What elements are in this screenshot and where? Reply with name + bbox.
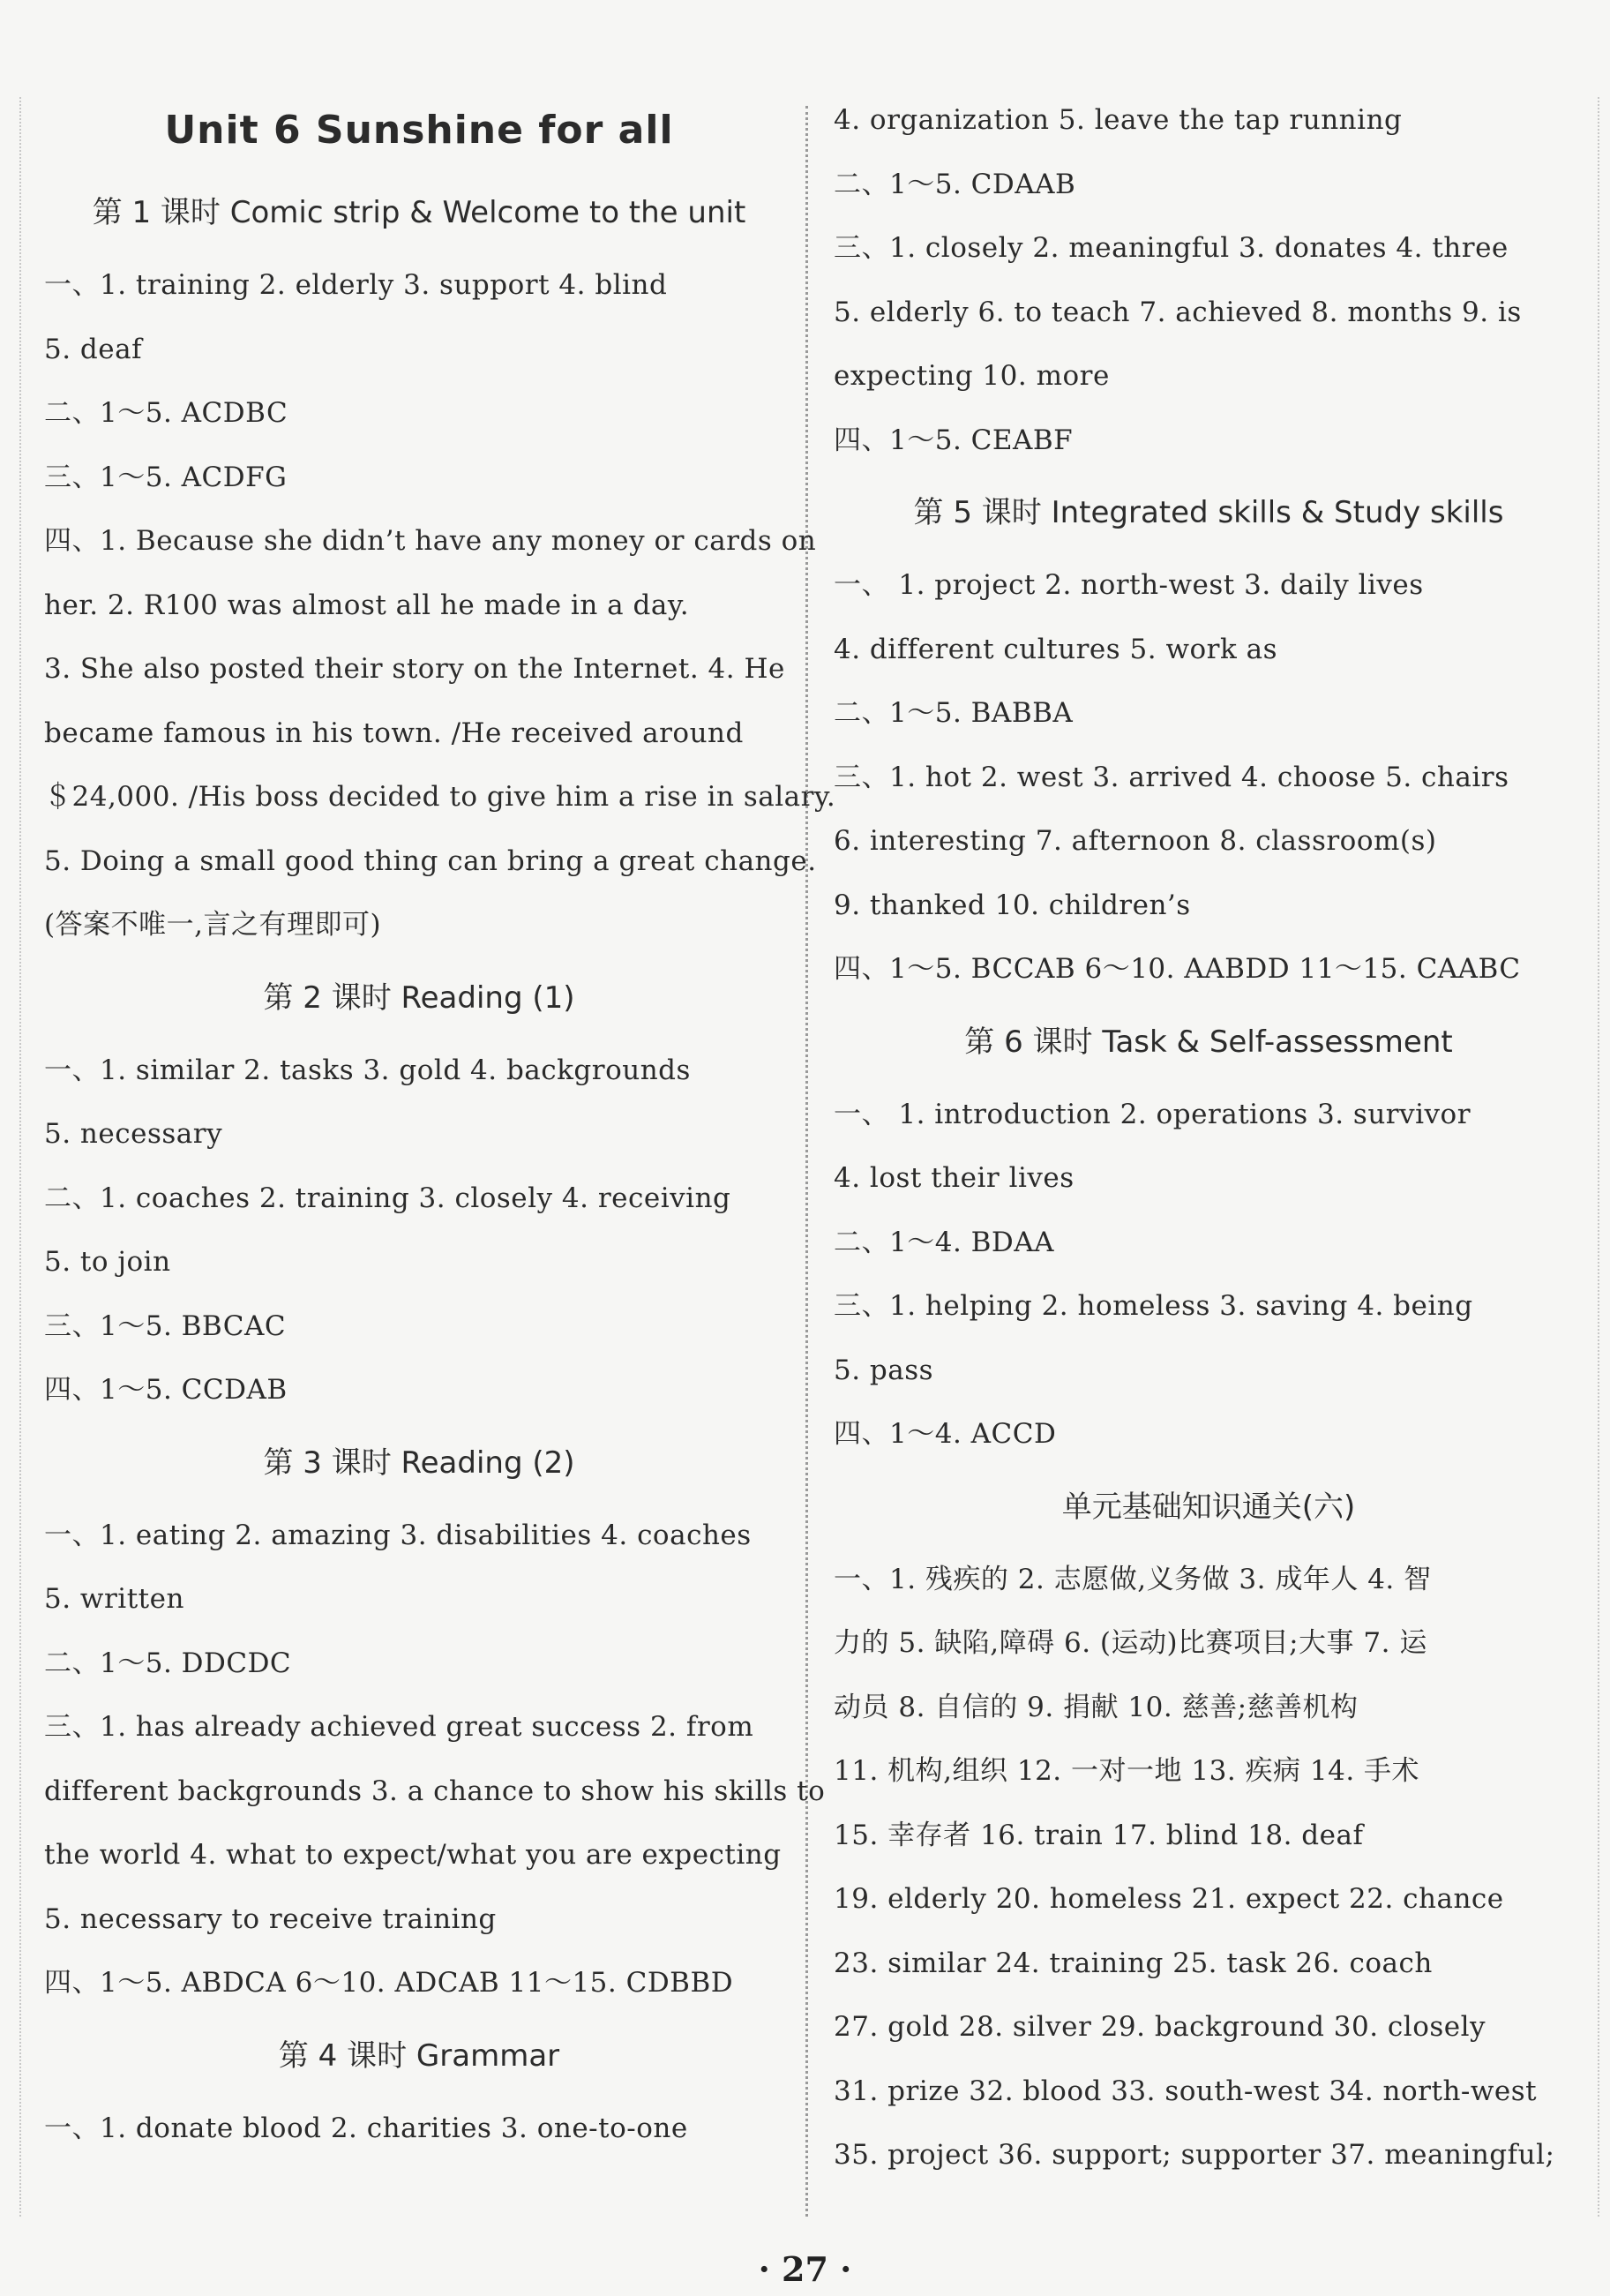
answer-line: expecting 10. more [834, 360, 1110, 392]
lesson-heading: 第 3 课时 Reading (2) [263, 1444, 575, 1481]
right-column-body [834, 88, 1584, 2187]
answer-line: ＄24,000. /His boss decided to give him a rise in salary. [44, 781, 836, 813]
lesson-heading: 第 2 课时 Reading (1) [263, 979, 575, 1016]
column-divider [805, 106, 808, 2217]
answer-line: 27. gold 28. silver 29. background 30. closely [834, 2011, 1486, 2043]
lesson-heading: 单元基础知识通关(六) [1061, 1489, 1356, 1525]
answer-line: 四、1～5. ABDCA 6～10. ADCAB 11～15. CDBBD [44, 1967, 734, 1999]
lesson-heading: 第 6 课时 Task & Self-assessment [964, 1024, 1453, 1060]
answer-line: different backgrounds 3. a chance to show his skills to [44, 1775, 826, 1807]
answer-line: 四、1. Because she didn’t have any money or cards on [44, 525, 817, 557]
left-column-body [44, 188, 836, 2160]
answer-line: 一、1. donate blood 2. charities 3. one-to-one [44, 2112, 688, 2144]
answer-line: 6. interesting 7. afternoon 8. classroom(s) [834, 825, 1437, 857]
unit-title: Unit 6 Sunshine for all [164, 108, 674, 153]
answer-line: 三、1. has already achieved great success 2. from [44, 1711, 754, 1743]
answer-line: 四、1～5. CEABF [834, 424, 1074, 456]
answer-line: 四、1～4. ACCD [834, 1418, 1057, 1450]
answer-line: 5. necessary [44, 1118, 223, 1150]
answer-line: 11. 机构,组织 12. 一对一地 13. 疾病 14. 手术 [834, 1755, 1420, 1787]
answer-line: her. 2. R100 was almost all he made in a day. [44, 589, 690, 621]
answer-line: 三、1～5. ACDFG [44, 461, 288, 493]
answer-line: 5. necessary to receive training [44, 1902, 497, 1935]
answer-line: 4. different cultures 5. work as [834, 633, 1277, 665]
answer-line: 动员 8. 自信的 9. 捐献 10. 慈善;慈善机构 [834, 1691, 1359, 1723]
answer-line: 二、1～4. BDAA [834, 1226, 1055, 1258]
answer-line: 23. similar 24. training 25. task 26. coach [834, 1947, 1433, 1979]
answer-line: 二、1～5. DDCDC [44, 1647, 292, 1679]
answer-line: 5. Doing a small good thing can bring a great change. [44, 844, 817, 877]
answer-line: 力的 5. 缺陷,障碍 6. (运动)比赛项目;大事 7. 运 [834, 1627, 1427, 1659]
answer-line: 35. project 36. support; supporter 37. meaningful; [834, 2139, 1555, 2171]
answer-line: 二、1～5. ACDBC [44, 397, 288, 429]
answer-line: 四、1～5. CCDAB [44, 1374, 288, 1406]
answer-line: 二、1～5. CDAAB [834, 168, 1076, 200]
answer-line: 15. 幸存者 16. train 17. blind 18. deaf [834, 1819, 1364, 1851]
answer-line: 5. deaf [44, 333, 143, 365]
answer-line: 一、1. training 2. elderly 3. support 4. blind [44, 269, 668, 301]
left-margin-rule [19, 97, 21, 2217]
answer-line: 31. prize 32. blood 33. south-west 34. north-west [834, 2075, 1538, 2107]
answer-line: 三、1. closely 2. meaningful 3. donates 4. three [834, 232, 1509, 264]
answer-line: 19. elderly 20. homeless 21. expect 22. chance [834, 1883, 1504, 1915]
page-number: · 27 · [758, 2249, 852, 2289]
answer-line: 4. organization 5. leave the tap running [834, 104, 1403, 136]
answer-line: 一、1. similar 2. tasks 3. gold 4. backgrounds [44, 1054, 691, 1086]
answer-line: 三、1. helping 2. homeless 3. saving 4. being [834, 1290, 1473, 1322]
answer-line: 一、 1. project 2. north-west 3. daily lives [834, 569, 1424, 601]
answer-line: 一、1. 残疾的 2. 志愿做,义务做 3. 成年人 4. 智 [834, 1563, 1432, 1595]
answer-line: 三、1. hot 2. west 3. arrived 4. choose 5. chairs [834, 761, 1509, 793]
answer-line: 一、 1. introduction 2. operations 3. survivor [834, 1098, 1471, 1130]
answer-line: 一、1. eating 2. amazing 3. disabilities 4. coaches [44, 1519, 752, 1551]
answer-line: 二、1～5. BABBA [834, 697, 1074, 729]
answer-line: 3. She also posted their story on the Internet. 4. He [44, 653, 785, 685]
lesson-heading: 第 1 课时 Comic strip & Welcome to the unit [92, 195, 746, 230]
right-column [834, 88, 1584, 2187]
answer-line: 9. thanked 10. children’s [834, 889, 1191, 921]
answer-line: 4. lost their lives [834, 1162, 1075, 1194]
answer-line: 5. written [44, 1583, 184, 1615]
lesson-heading: 第 5 课时 Integrated skills & Study skills [913, 495, 1504, 530]
left-column [44, 97, 836, 2160]
answer-line: (答案不唯一,言之有理即可) [44, 909, 382, 941]
answer-line: the world 4. what to expect/what you are expecting [44, 1839, 782, 1871]
answer-line: 5. to join [44, 1246, 171, 1278]
lesson-heading: 第 4 课时 Grammar [278, 2037, 560, 2074]
answer-line: 四、1～5. BCCAB 6～10. AABDD 11～15. CAABC [834, 953, 1521, 985]
answer-line: 二、1. coaches 2. training 3. closely 4. receiving [44, 1182, 731, 1214]
answer-line: 5. pass [834, 1354, 934, 1386]
answer-line: became famous in his town. /He received around [44, 717, 744, 749]
answer-line: 5. elderly 6. to teach 7. achieved 8. months 9. is [834, 296, 1522, 328]
right-margin-rule [1598, 97, 1599, 2217]
answer-line: 三、1～5. BBCAC [44, 1309, 287, 1342]
